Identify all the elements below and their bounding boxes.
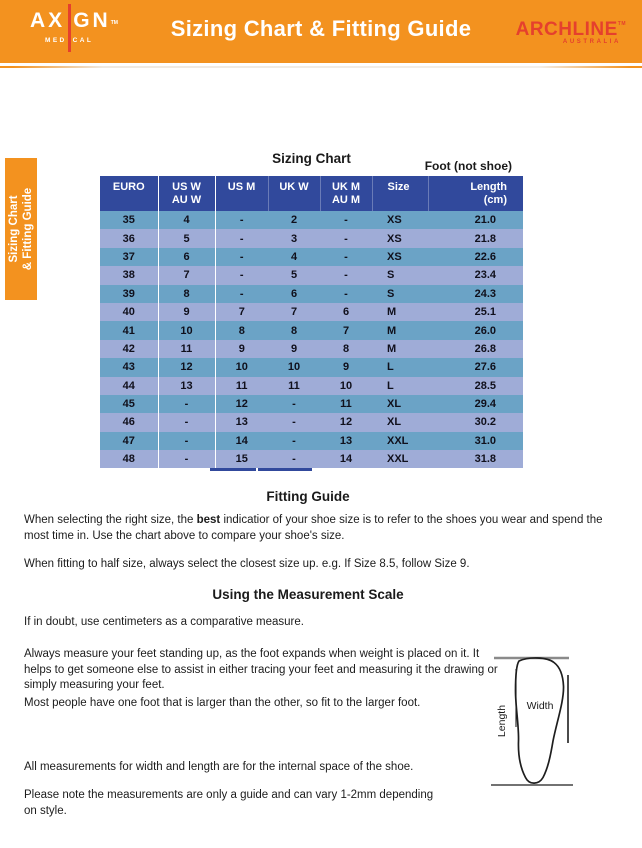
size-cell: XL [372,395,428,413]
size-cell: 42 [100,340,158,358]
size-cell: 21.0 [428,211,523,229]
size-cell: M [372,303,428,321]
archline-tm: TM [617,21,626,27]
size-cell: 40 [100,303,158,321]
size-cell: - [158,395,215,413]
size-cell: 43 [100,358,158,376]
size-cell: - [215,266,268,284]
size-cell: - [320,229,372,247]
size-cell: - [320,285,372,303]
size-cell: 9 [268,340,320,358]
size-cell: - [320,266,372,284]
side-tab-sizing-chart [5,158,37,300]
size-cell: 9 [215,340,268,358]
measurement-paragraph-3: Most people have one foot that is larger than the other, so fit to the larger foot. [24,697,421,709]
size-cell: 26.0 [428,321,523,339]
size-cell: 6 [320,303,372,321]
size-cell: M [372,340,428,358]
axign-subtext: MED CAL [45,37,94,44]
table-row [100,377,523,395]
size-cell: 41 [100,321,158,339]
size-cell: 15 [215,450,268,468]
size-cell: 8 [158,285,215,303]
archline-wordmark: ARCHLINE™ [515,19,626,40]
size-cell: - [215,229,268,247]
measurement-paragraph-5: Please note the measurements are only a guide and can vary 1-2mm depending on style. [24,789,434,817]
size-cell: 14 [320,450,372,468]
size-cell: 12 [320,413,372,431]
size-cell: 14 [215,432,268,450]
axign-tm: TM [110,20,118,26]
table-row [100,340,523,358]
size-cell: XXL [372,432,428,450]
size-cell: - [158,450,215,468]
size-cell: 36 [100,229,158,247]
size-cell: 11 [158,340,215,358]
fitting-guide-title: Fitting Guide [266,489,350,504]
size-cell: 5 [158,229,215,247]
size-cell: XS [372,248,428,266]
size-cell: 11 [215,377,268,395]
length-label: Length [496,704,508,738]
size-cell: - [215,248,268,266]
size-cell: 23.4 [428,266,523,284]
size-cell: 11 [268,377,320,395]
size-cell: 31.8 [428,450,523,468]
size-cell: 9 [320,358,372,376]
column-header-uk-w: UK W [268,176,320,211]
size-cell: 10 [268,358,320,376]
size-cell: 13 [320,432,372,450]
size-cell: 7 [158,266,215,284]
size-cell: 10 [320,377,372,395]
size-cell: 10 [215,358,268,376]
size-cell: 6 [158,248,215,266]
fitting-guide-paragraph-2: When fitting to half size, always select the closest size up. e.g. If Size 8.5, follow Size 9. [24,558,470,570]
measurement-paragraph-4: All measurements for width and length are for the internal space of the shoe. [24,761,414,773]
size-cell: - [158,432,215,450]
size-cell: 13 [215,413,268,431]
size-cell: 7 [320,321,372,339]
size-cell: 3 [268,229,320,247]
size-cell: XS [372,211,428,229]
size-cell: L [372,358,428,376]
size-cell: 13 [158,377,215,395]
archline-subtext: AUSTRALIA [562,39,621,45]
size-cell: 24.3 [428,285,523,303]
size-cell: 27.6 [428,358,523,376]
table-row [100,432,523,450]
side-tab-label: Sizing Chart & Fitting Guide [8,187,34,271]
size-cell: 10 [158,321,215,339]
header-divider [0,66,642,68]
size-cell: - [268,395,320,413]
table-row [100,229,523,247]
table-row [100,321,523,339]
table-bottom-artifact [258,468,312,471]
size-cell: 8 [215,321,268,339]
archline-logo [516,14,626,45]
size-cell: 28.5 [428,377,523,395]
size-cell: - [268,413,320,431]
size-cell: XS [372,229,428,247]
size-cell: 30.2 [428,413,523,431]
size-cell: - [320,248,372,266]
size-cell: 2 [268,211,320,229]
size-cell: - [268,450,320,468]
measurement-paragraph-1: If in doubt, use centimeters as a comparative measure. [24,616,304,628]
table-header-row [100,176,523,211]
size-cell: 8 [320,340,372,358]
size-cell: 12 [158,358,215,376]
column-header-length: Length (cm) [428,176,523,211]
size-cell: 37 [100,248,158,266]
table-bottom-artifact [210,468,256,471]
page-title: Sizing Chart & Fitting Guide [170,16,472,41]
fitting-guide-paragraph-1: When selecting the right size, the best indicatior of your shoe size is to refer to the shoes you wear and spend the most time in. Use the chart above to compare your shoe's size. [24,514,603,542]
header-bar [0,0,642,63]
size-cell: 5 [268,266,320,284]
size-cell: S [372,285,428,303]
table-row [100,450,523,468]
table-row [100,395,523,413]
size-cell: 46 [100,413,158,431]
size-cell: 22.6 [428,248,523,266]
table-row [100,413,523,431]
size-cell: 4 [158,211,215,229]
size-cell: 31.0 [428,432,523,450]
axign-letters-left: AX [30,9,66,32]
size-cell: 9 [158,303,215,321]
size-cell: - [158,413,215,431]
foot-outline [516,658,564,783]
table-row [100,266,523,284]
column-header-uk-m: UK M AU M [320,176,372,211]
table-row [100,303,523,321]
sizing-table [100,176,523,468]
size-cell: 45 [100,395,158,413]
size-cell: 25.1 [428,303,523,321]
column-header-size: Size [372,176,428,211]
table-row [100,358,523,376]
size-cell: 47 [100,432,158,450]
table-row [100,248,523,266]
column-header-euro: EURO [100,176,158,211]
foot-measurement-diagram [485,645,642,805]
size-cell: 7 [215,303,268,321]
table-row [100,211,523,229]
size-cell: XL [372,413,428,431]
size-cell: S [372,266,428,284]
measurement-paragraph-2: Always measure your feet standing up, as the foot expands when weight is placed on it. It helps to get someone else to assist in either tracing your feet and measuring it the drawing or simply measuring your feet. [24,648,498,691]
size-cell: - [320,211,372,229]
table-row [100,285,523,303]
size-cell: - [268,432,320,450]
size-cell: 48 [100,450,158,468]
size-cell: 8 [268,321,320,339]
size-cell: 35 [100,211,158,229]
measurement-scale-title: Using the Measurement Scale [212,587,404,602]
size-cell: 44 [100,377,158,395]
size-cell: 11 [320,395,372,413]
size-cell: M [372,321,428,339]
size-cell: 39 [100,285,158,303]
column-header-us-m: US M [215,176,268,211]
size-cell: 29.4 [428,395,523,413]
column-header-us-w: US W AU W [158,176,215,211]
sizing-chart-title: Sizing Chart [272,151,351,166]
size-cell: 21.8 [428,229,523,247]
size-cell: 4 [268,248,320,266]
axign-letters-right: GN [73,9,111,32]
size-cell: 7 [268,303,320,321]
foot-not-shoe-note: Foot (not shoe) [424,159,512,173]
size-cell: 26.8 [428,340,523,358]
width-label: Width [526,700,554,712]
size-cell: - [215,211,268,229]
size-cell: 6 [268,285,320,303]
size-cell: XXL [372,450,428,468]
size-cell: L [372,377,428,395]
size-cell: 12 [215,395,268,413]
size-cell: 38 [100,266,158,284]
size-cell: - [215,285,268,303]
